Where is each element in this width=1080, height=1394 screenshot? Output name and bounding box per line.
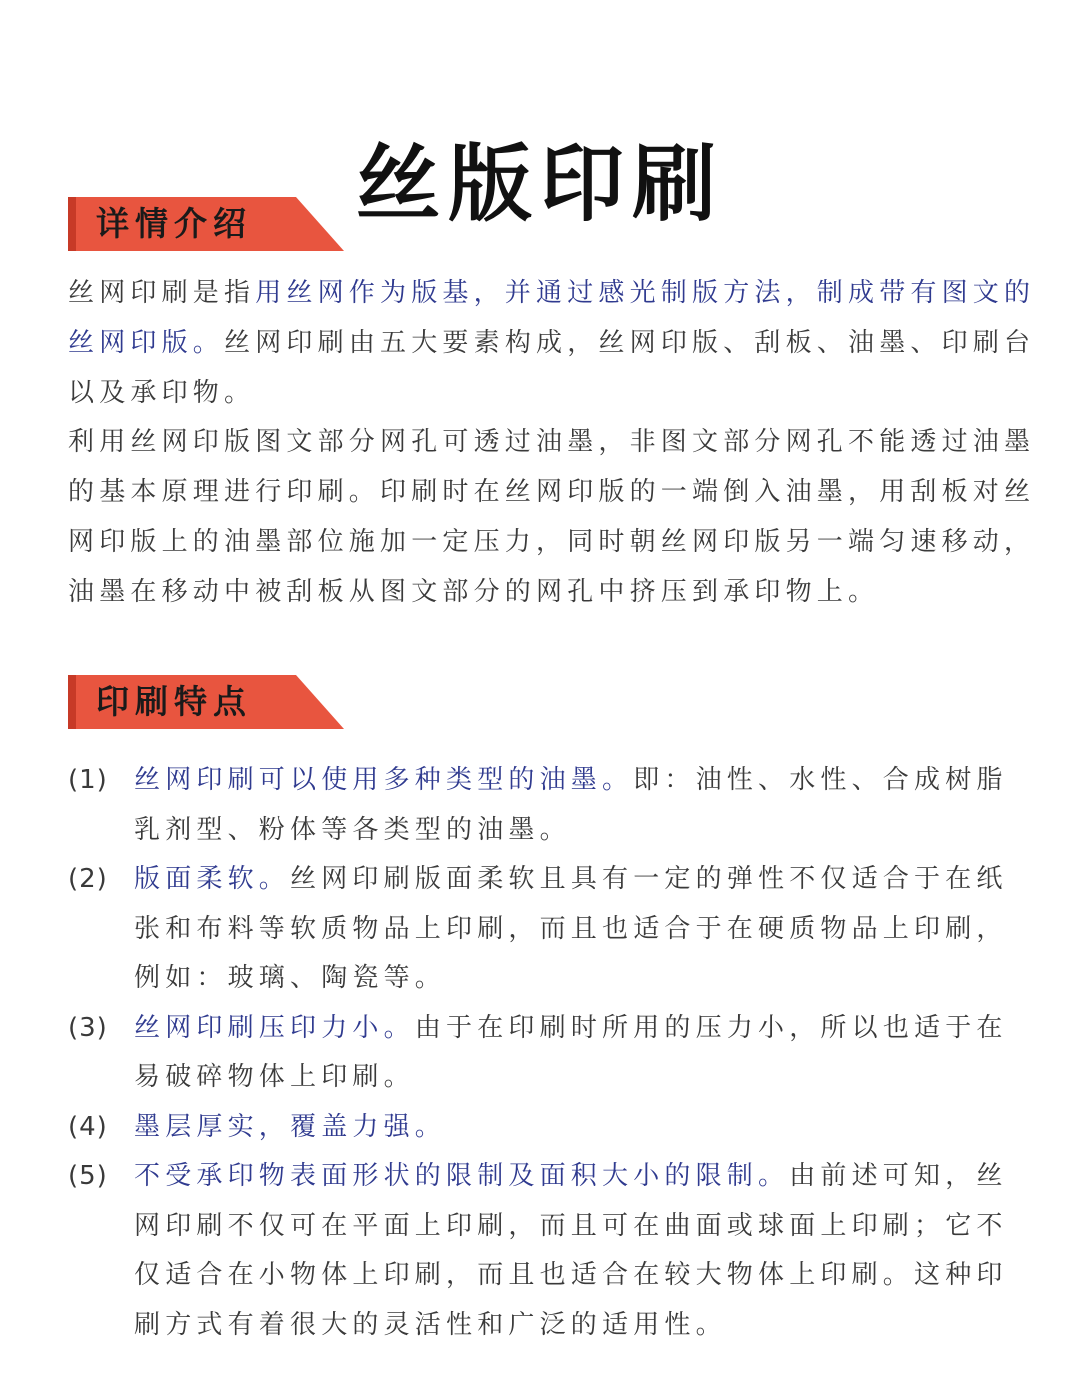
item-text: 由于在印刷时所用的压力小，所以也适于在易破碎物体上印刷。 <box>134 1012 1008 1092</box>
section-heading-features: 印刷特点 <box>96 682 252 721</box>
item-text: 即：油性、水性、合成树脂乳剂型、粉体等各类型的油墨。 <box>134 765 1008 845</box>
intro-p1-text-2: 丝网印刷由五大要素构成，丝网印版、刮板、油墨、印刷台以及承印物。 <box>68 328 1036 408</box>
list-item <box>68 855 1038 1004</box>
item-highlight: 丝网印刷压印力小。 <box>134 1012 415 1043</box>
item-number: (2) <box>68 864 108 894</box>
list-item <box>68 1103 1038 1153</box>
intro-paragraph-1 <box>68 268 1038 418</box>
intro-p1-text: 丝网印刷是指 <box>68 278 256 308</box>
item-highlight: 墨层厚实，覆盖力强。 <box>134 1111 447 1142</box>
list-item <box>68 1004 1038 1103</box>
intro-p1-highlight: 用丝网作为版基，并通过感光制版方法，制成带有图文的丝网印版。 <box>68 278 1036 358</box>
list-item <box>68 756 1038 855</box>
feature-list <box>68 756 1038 1350</box>
item-number: (3) <box>68 1012 108 1043</box>
item-number: (1) <box>68 765 108 795</box>
item-number: (5) <box>68 1161 108 1191</box>
item-highlight: 版面柔软。 <box>134 864 291 894</box>
intro-paragraph-2: 利用丝网印版图文部分网孔可透过油墨，非图文部分网孔不能透过油墨的基本原理进行印刷。印刷时在丝网印版的一端倒入油墨，用刮板对丝网印版上的油墨部位施加一定压力，同时朝丝网印版另一端匀速移动，油墨在移动中被刮板从图文部分的网孔中挤压到承印物上。 <box>68 427 1036 607</box>
banner-edge <box>68 675 76 729</box>
banner-edge <box>68 197 76 251</box>
list-item <box>68 1152 1038 1350</box>
section-heading-intro: 详情介绍 <box>96 204 252 243</box>
section-banner-features <box>68 675 344 729</box>
item-number: (4) <box>68 1111 108 1142</box>
page-title: 丝版印刷 <box>355 135 724 234</box>
item-text: 由前述可知，丝网印刷不仅可在平面上印刷，而且可在曲面或球面上印刷；它不仅适合在小物体上印刷，而且也适合在较大物体上印刷。这种印刷方式有着很大的灵活性和广泛的适用性。 <box>134 1161 1008 1340</box>
item-highlight: 丝网印刷可以使用多种类型的油墨。 <box>134 765 634 795</box>
item-text: 丝网印刷版面柔软且具有一定的弹性不仅适合于在纸张和布料等软质物品上印刷，而且也适合于在硬质物品上印刷，例如：玻璃、陶瓷等。 <box>134 864 1008 993</box>
item-highlight: 不受承印物表面形状的限制及面积大小的限制。 <box>134 1161 790 1191</box>
section-banner-intro <box>68 197 344 251</box>
